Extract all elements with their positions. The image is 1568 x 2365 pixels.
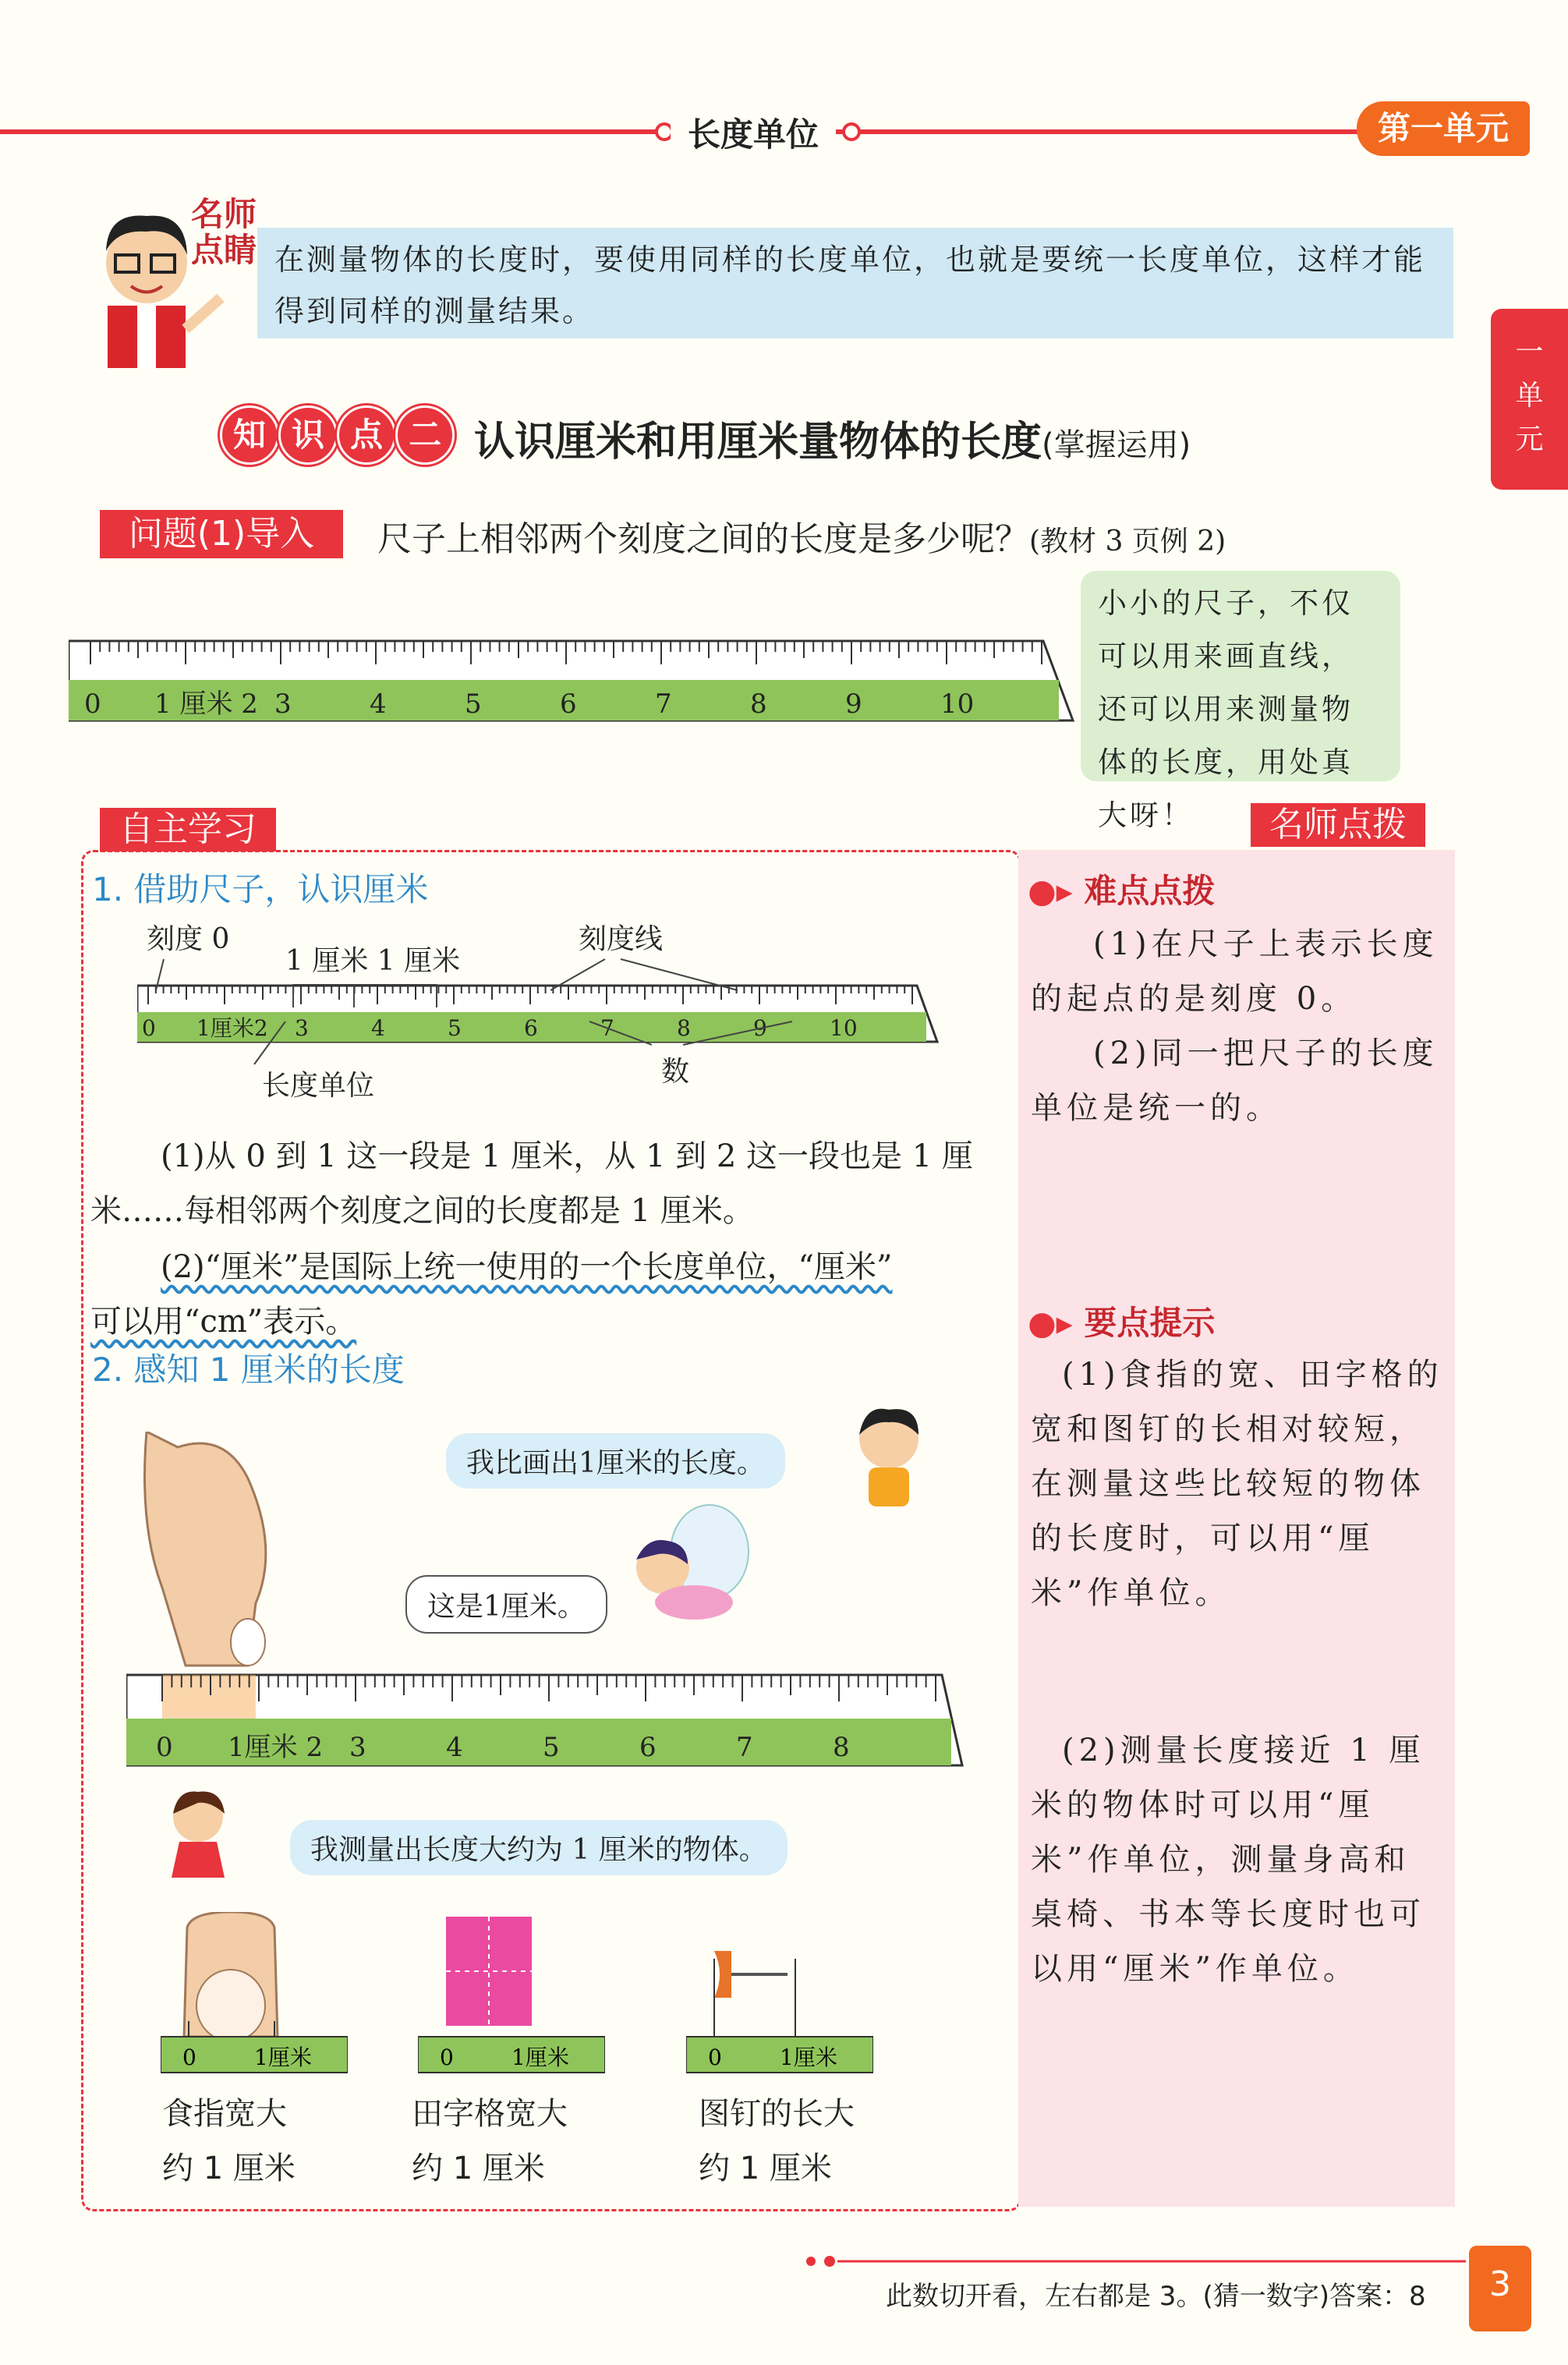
ruler-label: 8 bbox=[833, 1732, 850, 1763]
ruler-label: 1厘米2 bbox=[196, 1015, 268, 1041]
kp-badge-char: 识 bbox=[278, 405, 338, 465]
question-ref: (教材 3 页例 2) bbox=[1029, 526, 1226, 558]
grid-square-illustration-icon bbox=[418, 1912, 605, 2076]
item-caption-grid bbox=[412, 2087, 568, 2196]
ruler-label: 8 bbox=[677, 1015, 691, 1041]
main-ruler bbox=[69, 639, 1074, 722]
caption-line: 约 1 厘米 bbox=[699, 2151, 832, 2186]
tip-label-line: 点睛 bbox=[191, 231, 257, 269]
angel-illustration-icon bbox=[593, 1497, 764, 1630]
ruler-label: 1 厘米 2 bbox=[154, 689, 258, 720]
item-pin bbox=[686, 1912, 873, 2076]
caption-line: 约 1 厘米 bbox=[412, 2151, 545, 2186]
caption-line: 田字格宽大 bbox=[412, 2096, 568, 2132]
question-text bbox=[377, 511, 1226, 561]
mini-ruler-one: 1厘米 bbox=[254, 2045, 312, 2070]
key-point-tip-1: (1)食指的宽、田字格的宽和图钉的长相对较短，在测量这些比较短的物体的长度时，可以用“厘米”作单位。 bbox=[1031, 1357, 1443, 1611]
ruler-label: 4 bbox=[371, 1015, 385, 1041]
ruler-label: 6 bbox=[524, 1015, 538, 1041]
ruler-label: 6 bbox=[639, 1732, 657, 1763]
caption-line: 食指宽大 bbox=[162, 2096, 287, 2132]
annot-line: 刻度线 bbox=[579, 923, 664, 955]
cm-ruler bbox=[126, 1673, 964, 1767]
mini-ruler-zero: 0 bbox=[440, 2045, 454, 2070]
bullet-icon: ●▸ bbox=[1028, 1304, 1073, 1342]
ruler-label: 7 bbox=[655, 689, 672, 720]
paragraph-2b: 可以用“cm”表示。 bbox=[90, 1304, 357, 1340]
speech-bubble-angel: 这是1厘米。 bbox=[405, 1575, 607, 1634]
ruler-label: 5 bbox=[465, 689, 482, 720]
ruler-label: 4 bbox=[446, 1732, 463, 1763]
unit-badge: 第一单元 bbox=[1357, 101, 1530, 156]
caption-line: 约 1 厘米 bbox=[162, 2151, 296, 2186]
tip-label-line: 名师 bbox=[191, 195, 257, 233]
item-caption-pin bbox=[699, 2087, 855, 2196]
question-text-main: 尺子上相邻两个刻度之间的长度是多少呢？ bbox=[377, 519, 1029, 559]
item-grid bbox=[418, 1912, 605, 2076]
header-dot-right bbox=[842, 122, 861, 141]
ruler-label: 0 bbox=[156, 1732, 173, 1763]
mini-ruler-one: 1厘米 bbox=[780, 2045, 837, 2070]
key-point-tip-2: (2)测量长度接近 1 厘米的物体时可以用“厘米”作单位，测量身高和桌椅、书本等长度时也可以用“厘米”作单位。 bbox=[1031, 1733, 1425, 1987]
footer-rule bbox=[803, 2253, 1466, 2269]
knowledge-point-badges bbox=[220, 405, 450, 465]
section-heading-2: 2. 感知 1 厘米的长度 bbox=[92, 1351, 405, 1389]
ruler-label: 5 bbox=[543, 1732, 560, 1763]
header-title: 长度单位 bbox=[671, 109, 836, 156]
ruler-label: 9 bbox=[845, 689, 862, 720]
section-heading-1: 1. 借助尺子，认识厘米 bbox=[92, 870, 429, 908]
annot-unit: 长度单位 bbox=[262, 1070, 375, 1102]
speech-bubble-boy: 我比画出1厘米的长度。 bbox=[446, 1433, 785, 1489]
tip-label bbox=[191, 196, 257, 268]
pushpin-illustration-icon bbox=[686, 1912, 873, 2076]
key-point-heading bbox=[1028, 1298, 1215, 1344]
ruler-label: 8 bbox=[750, 689, 767, 720]
ruler-label: 3 bbox=[274, 689, 292, 720]
tip-text: 在测量物体的长度时，要使用同样的长度单位，也就是要统一长度单位，这样才能得到同样的测量结果。 bbox=[274, 243, 1426, 328]
annot-cm: 1 厘米 1 厘米 bbox=[285, 945, 461, 977]
side-tab-char: 单 bbox=[1515, 380, 1544, 412]
ruler-label: 0 bbox=[84, 689, 101, 720]
tip-bubble: 小小的尺子，不仅可以用来画直线，还可以用来测量物体的长度，用处真大呀！ bbox=[1081, 571, 1400, 781]
difficulty-tip-2: (2)同一把尺子的长度单位是统一的。 bbox=[1031, 1036, 1439, 1126]
difficulty-heading-text: 难点点拨 bbox=[1084, 872, 1216, 910]
caption-line: 图钉的长大 bbox=[699, 2096, 855, 2132]
paragraph-2a: (2)“厘米”是国际上统一使用的一个长度单位，“厘米” bbox=[161, 1249, 893, 1285]
self-study-tab[interactable]: 自主学习 bbox=[100, 808, 276, 851]
key-point-heading-text: 要点提示 bbox=[1084, 1304, 1216, 1342]
ruler-label: 7 bbox=[600, 1015, 614, 1041]
question-label: 问题(1)导入 bbox=[100, 510, 343, 558]
ruler-label: 6 bbox=[560, 689, 577, 720]
side-tab-char: 元 bbox=[1515, 423, 1544, 455]
kp-badge-char: 二 bbox=[395, 405, 455, 465]
page-number: 3 bbox=[1469, 2246, 1531, 2331]
mini-ruler-one: 1厘米 bbox=[511, 2045, 569, 2070]
ruler-label: 5 bbox=[448, 1015, 462, 1041]
item-caption-finger bbox=[162, 2087, 296, 2196]
girl-illustration-icon bbox=[159, 1786, 237, 1879]
kp-badge-char: 点 bbox=[337, 405, 396, 465]
bullet-icon: ●▸ bbox=[1028, 872, 1073, 910]
ruler-label: 4 bbox=[370, 689, 387, 720]
kp-badge-char: 知 bbox=[220, 405, 279, 465]
kp-title-note: (掌握运用) bbox=[1042, 427, 1191, 463]
annot-zero: 刻度 0 bbox=[147, 923, 230, 955]
teacher-tips-tab[interactable]: 名师点拨 bbox=[1251, 803, 1425, 847]
mini-ruler-zero: 0 bbox=[182, 2045, 196, 2070]
boy-illustration-icon bbox=[842, 1404, 936, 1521]
knowledge-point-title bbox=[474, 409, 1191, 467]
mini-ruler-zero: 0 bbox=[708, 2045, 722, 2070]
footer-riddle: 此数切开看，左右都是 3。(猜一数字)答案：8 bbox=[886, 2281, 1426, 2312]
kp-title-text: 认识厘米和用厘米量物体的长度 bbox=[474, 419, 1042, 466]
ruler-label: 0 bbox=[142, 1015, 156, 1041]
ruler-label: 9 bbox=[753, 1015, 767, 1041]
ruler-label: 10 bbox=[940, 689, 975, 720]
side-tab-char: 一 bbox=[1515, 336, 1544, 368]
ruler-label: 7 bbox=[736, 1732, 753, 1763]
difficulty-heading bbox=[1028, 866, 1215, 912]
hand-illustration-icon bbox=[131, 1432, 287, 1673]
annot-num: 数 bbox=[661, 1056, 690, 1088]
ruler-label: 3 bbox=[349, 1732, 366, 1763]
difficulty-tip-1: (1)在尺子上表示长度的起点的是刻度 0。 bbox=[1031, 926, 1439, 1017]
side-unit-tab[interactable] bbox=[1491, 309, 1568, 490]
item-finger bbox=[161, 1912, 348, 2076]
finger-illustration-icon bbox=[161, 1912, 348, 2076]
ruler-label: 10 bbox=[830, 1015, 858, 1041]
speech-bubble-girl: 我测量出长度大约为 1 厘米的物体。 bbox=[290, 1820, 788, 1875]
ruler-label: 1厘米 2 bbox=[228, 1732, 324, 1763]
ruler-label: 3 bbox=[295, 1015, 309, 1041]
paragraph-1: (1)从 0 到 1 这一段是 1 厘米，从 1 到 2 这一段也是 1 厘米……每相邻两个刻度之间的长度都是 1 厘米。 bbox=[90, 1138, 973, 1229]
